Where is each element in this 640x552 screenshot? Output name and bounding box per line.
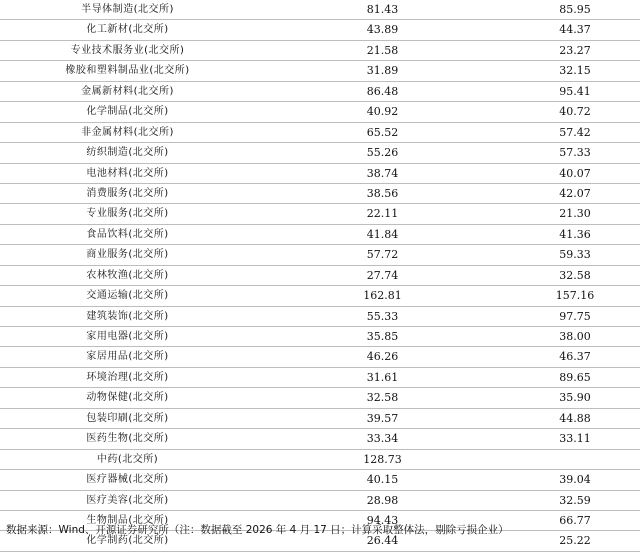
value-cell-b: 32.59 <box>559 493 591 507</box>
industry-name-cell: 消费服务(北交所) <box>86 187 169 199</box>
industry-name-cell: 医药生物(北交所) <box>86 433 169 445</box>
value-cell-a: 40.92 <box>366 105 399 119</box>
value-cell-b: 89.65 <box>559 370 591 384</box>
value-cell-b: 59.33 <box>559 248 591 262</box>
table-row <box>0 41 640 61</box>
table-row <box>0 388 640 408</box>
value-cell-b: 42.07 <box>559 186 591 200</box>
table-row <box>0 184 640 204</box>
source-footnote: 数据来源：Wind、开源证券研究所（注：数据截至 2026 年 4 月 17 日；计算采取整体法，剔除亏损企业） <box>6 524 509 536</box>
value-cell-b: 32.15 <box>559 64 591 78</box>
table-row <box>0 347 640 367</box>
value-cell-b: 39.04 <box>559 473 591 487</box>
table-row <box>0 307 640 327</box>
value-cell-b: 32.58 <box>559 268 591 282</box>
industry-name-cell: 纺织制造(北交所) <box>86 147 169 159</box>
industry-name-cell: 交通运输(北交所) <box>86 290 169 302</box>
industry-name-cell: 电池材料(北交所) <box>86 167 169 179</box>
value-cell-a: 22.11 <box>366 207 399 221</box>
table-row <box>0 143 640 163</box>
table-row <box>0 450 640 470</box>
value-cell-b: 46.37 <box>559 350 591 364</box>
table-row <box>0 245 640 265</box>
value-cell-a: 55.33 <box>366 309 399 323</box>
value-cell-b: 35.90 <box>559 391 591 405</box>
industry-name-cell: 建筑装饰(北交所) <box>86 310 169 322</box>
table-row <box>0 266 640 286</box>
value-cell-b: 85.95 <box>559 3 591 16</box>
value-cell-a: 38.74 <box>366 166 399 180</box>
value-cell-b: 25.22 <box>559 534 591 548</box>
value-cell-a: 32.58 <box>366 391 399 405</box>
industry-name-cell: 家居用品(北交所) <box>86 351 169 363</box>
table-row <box>0 164 640 184</box>
table-row <box>0 470 640 490</box>
value-cell-b: 44.88 <box>559 411 591 425</box>
value-cell-b: 57.33 <box>559 146 591 160</box>
value-cell-b: 38.00 <box>559 330 591 343</box>
value-cell-a: 65.52 <box>366 125 399 139</box>
industry-name-cell: 化学制药(北交所) <box>86 535 169 547</box>
industry-name-cell: 专业服务(北交所) <box>86 208 169 220</box>
value-cell-b: 41.36 <box>559 227 591 241</box>
value-cell-a: 21.58 <box>366 43 399 57</box>
value-cell-a: 86.48 <box>366 84 399 98</box>
value-cell-b: 33.11 <box>559 432 591 446</box>
value-cell-b: 40.72 <box>559 105 591 119</box>
value-cell-a: 94.43 <box>366 513 399 527</box>
table-row <box>0 409 640 429</box>
industry-name-cell: 食品饮料(北交所) <box>86 228 169 240</box>
industry-name-cell: 农林牧渔(北交所) <box>86 269 169 281</box>
table-row <box>0 429 640 449</box>
table-row <box>0 102 640 122</box>
value-cell-a: 40.15 <box>366 473 399 487</box>
value-cell-a: 31.61 <box>366 370 399 384</box>
industry-name-cell: 化学制品(北交所) <box>86 106 169 118</box>
industry-name-cell: 金属新材料(北交所) <box>81 85 174 97</box>
industry-name-cell: 家用电器(北交所) <box>86 331 169 342</box>
table-row <box>0 61 640 81</box>
table-row <box>0 20 640 40</box>
table-row <box>0 327 640 347</box>
value-cell-a: 27.74 <box>366 268 399 282</box>
table-row <box>0 491 640 511</box>
industry-name-cell: 医疗美容(北交所) <box>86 494 169 506</box>
value-cell-a: 33.34 <box>366 432 399 446</box>
industry-name-cell: 非金属材料(北交所) <box>81 126 174 138</box>
value-cell-b: 44.37 <box>559 23 591 37</box>
industry-name-cell: 环境治理(北交所) <box>86 371 169 383</box>
industry-name-cell: 中药(北交所) <box>96 453 159 465</box>
value-cell-a: 35.85 <box>366 330 399 343</box>
industry-name-cell: 生物制品(北交所) <box>86 514 169 526</box>
industry-name-cell: 商业服务(北交所) <box>86 249 169 261</box>
industry-name-cell: 包装印刷(北交所) <box>86 412 169 424</box>
table-row <box>0 204 640 224</box>
value-cell-a: 26.44 <box>366 534 399 548</box>
industry-name-cell: 橡胶和塑料制品业(北交所) <box>65 65 190 77</box>
value-cell-b: 40.07 <box>559 166 591 180</box>
value-cell-a: 28.98 <box>366 493 399 507</box>
value-cell-a: 39.57 <box>366 411 399 425</box>
value-cell-a: 55.26 <box>366 146 399 160</box>
value-cell-a: 38.56 <box>366 186 399 200</box>
table-row <box>0 82 640 102</box>
value-cell-b: 57.42 <box>559 125 591 139</box>
table-row <box>0 123 640 143</box>
industry-name-cell: 动物保健(北交所) <box>86 392 169 404</box>
value-cell-a: 41.84 <box>366 227 399 241</box>
value-cell-a: 162.81 <box>363 289 402 303</box>
value-cell-a: 46.26 <box>366 350 399 364</box>
value-cell-a: 81.43 <box>366 3 399 16</box>
value-cell-b: 23.27 <box>559 43 591 57</box>
table-row <box>0 0 640 20</box>
value-cell-b: 97.75 <box>559 309 591 323</box>
value-cell-a: 43.89 <box>366 23 399 37</box>
industry-name-cell: 化工新材(北交所) <box>86 24 169 36</box>
value-cell-a: 31.89 <box>366 64 399 78</box>
industry-name-cell: 专业技术服务业(北交所) <box>70 44 185 56</box>
value-cell-a: 57.72 <box>366 248 399 262</box>
table-row <box>0 368 640 388</box>
value-cell-b: 95.41 <box>559 84 591 98</box>
table-row <box>0 286 640 306</box>
table-row <box>0 225 640 245</box>
value-cell-b: 66.77 <box>559 513 591 527</box>
industry-name-cell: 医疗器械(北交所) <box>86 474 169 486</box>
value-cell-b: 21.30 <box>559 207 591 221</box>
value-cell-a: 128.73 <box>363 452 402 466</box>
value-cell-b: 157.16 <box>555 289 595 303</box>
industry-name-cell: 半导体制造(北交所) <box>81 4 174 15</box>
